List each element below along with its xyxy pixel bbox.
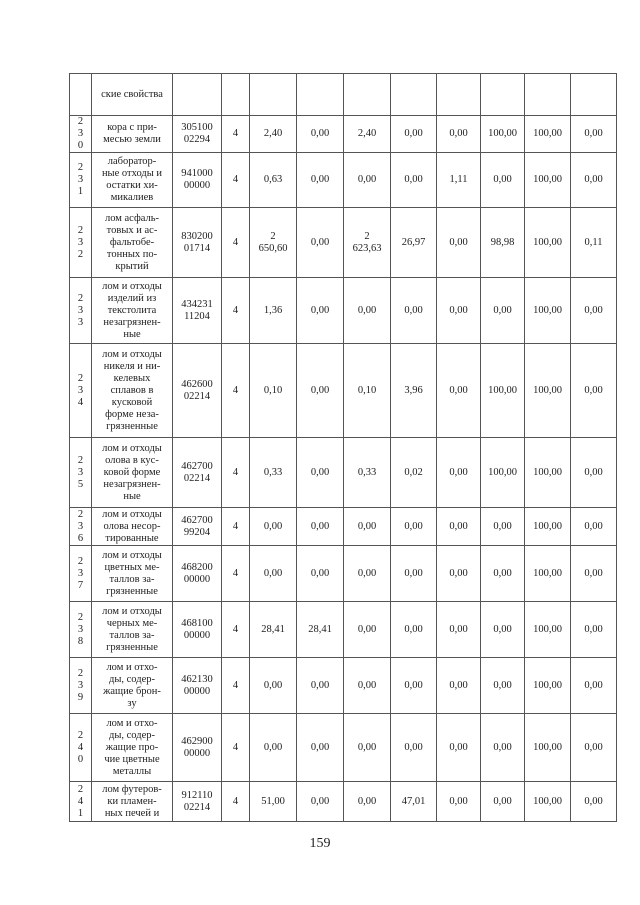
waste-name-cell: лом и отходы никеля и ни- келевых сплавов в кусковой форме неза- грязненные bbox=[92, 344, 173, 438]
waste-table bbox=[69, 73, 617, 822]
fkko-code-cell: 468100 00000 bbox=[173, 602, 222, 658]
value-cell: 0,00 bbox=[481, 278, 525, 344]
row-number-cell: 2 3 8 bbox=[70, 602, 92, 658]
row-number-cell: 2 3 3 bbox=[70, 278, 92, 344]
value-cell: 0,00 bbox=[391, 508, 437, 546]
value-cell: 0,00 bbox=[297, 508, 344, 546]
row-number-cell: 2 3 1 bbox=[70, 153, 92, 208]
value-cell: 2,40 bbox=[250, 116, 297, 153]
value-cell: 98,98 bbox=[481, 208, 525, 278]
value-cell: 0,00 bbox=[437, 116, 481, 153]
value-cell: 0,00 bbox=[344, 278, 391, 344]
table-row bbox=[70, 658, 617, 714]
value-cell: 1,11 bbox=[437, 153, 481, 208]
value-cell: 0,00 bbox=[571, 602, 617, 658]
value-cell: 0,00 bbox=[481, 658, 525, 714]
value-cell: 0,00 bbox=[481, 508, 525, 546]
fkko-code-cell: 462700 02214 bbox=[173, 438, 222, 508]
fkko-code-cell: 462600 02214 bbox=[173, 344, 222, 438]
value-cell: 0,00 bbox=[297, 714, 344, 782]
value-cell: 0,00 bbox=[391, 153, 437, 208]
value-cell: 0,00 bbox=[344, 714, 391, 782]
fkko-code-cell: 941000 00000 bbox=[173, 153, 222, 208]
value-cell: 0,11 bbox=[571, 208, 617, 278]
row-number-cell: 2 4 0 bbox=[70, 714, 92, 782]
value-cell: 0,00 bbox=[297, 658, 344, 714]
value-cell: 0,00 bbox=[437, 278, 481, 344]
table-row bbox=[70, 602, 617, 658]
value-cell: 0,00 bbox=[250, 658, 297, 714]
value-cell: 2 650,60 bbox=[250, 208, 297, 278]
fkko-code-cell: 912110 02214 bbox=[173, 782, 222, 822]
hazard-class-cell: 4 bbox=[222, 714, 250, 782]
header-cell bbox=[391, 74, 437, 116]
value-cell: 100,00 bbox=[481, 438, 525, 508]
value-cell: 0,33 bbox=[250, 438, 297, 508]
value-cell: 0,00 bbox=[437, 782, 481, 822]
fkko-code-cell: 462700 99204 bbox=[173, 508, 222, 546]
value-cell: 0,00 bbox=[297, 153, 344, 208]
waste-name-cell: лом и отходы изделий из текстолита незагрязнен- ные bbox=[92, 278, 173, 344]
value-cell: 0,00 bbox=[250, 508, 297, 546]
waste-name-cell: лом асфаль- товых и ас- фальтобе- тонных по- крытий bbox=[92, 208, 173, 278]
value-cell: 0,00 bbox=[297, 208, 344, 278]
table-row bbox=[70, 208, 617, 278]
value-cell: 0,00 bbox=[344, 782, 391, 822]
value-cell: 100,00 bbox=[525, 278, 571, 344]
row-number-cell: 2 3 4 bbox=[70, 344, 92, 438]
table-row bbox=[70, 278, 617, 344]
hazard-class-cell: 4 bbox=[222, 546, 250, 602]
value-cell: 0,00 bbox=[571, 344, 617, 438]
value-cell: 100,00 bbox=[525, 344, 571, 438]
value-cell: 0,00 bbox=[437, 658, 481, 714]
value-cell: 0,00 bbox=[391, 602, 437, 658]
fkko-code-cell: 468200 00000 bbox=[173, 546, 222, 602]
table-row bbox=[70, 344, 617, 438]
waste-name-cell: лом и отходы черных ме- таллов за- грязненные bbox=[92, 602, 173, 658]
value-cell: 100,00 bbox=[481, 344, 525, 438]
page-number: 159 bbox=[309, 836, 331, 851]
value-cell: 100,00 bbox=[525, 116, 571, 153]
value-cell: 2,40 bbox=[344, 116, 391, 153]
value-cell: 0,00 bbox=[391, 714, 437, 782]
value-cell: 0,00 bbox=[571, 278, 617, 344]
value-cell: 0,00 bbox=[437, 208, 481, 278]
hazard-class-cell: 4 bbox=[222, 153, 250, 208]
header-cell bbox=[571, 74, 617, 116]
value-cell: 0,00 bbox=[391, 658, 437, 714]
header-cell bbox=[525, 74, 571, 116]
value-cell: 0,00 bbox=[437, 714, 481, 782]
header-cell bbox=[173, 74, 222, 116]
row-number-cell: 2 3 9 bbox=[70, 658, 92, 714]
value-cell: 1,36 bbox=[250, 278, 297, 344]
header-cell bbox=[344, 74, 391, 116]
value-cell: 0,00 bbox=[344, 602, 391, 658]
value-cell: 100,00 bbox=[525, 153, 571, 208]
row-number-cell: 2 3 7 bbox=[70, 546, 92, 602]
hazard-class-cell: 4 bbox=[222, 508, 250, 546]
value-cell: 0,00 bbox=[481, 782, 525, 822]
value-cell: 0,00 bbox=[344, 153, 391, 208]
header-cell bbox=[222, 74, 250, 116]
hazard-class-cell: 4 bbox=[222, 658, 250, 714]
hazard-class-cell: 4 bbox=[222, 278, 250, 344]
value-cell: 0,10 bbox=[250, 344, 297, 438]
value-cell: 3,96 bbox=[391, 344, 437, 438]
fkko-code-cell: 830200 01714 bbox=[173, 208, 222, 278]
value-cell: 0,00 bbox=[481, 546, 525, 602]
value-cell: 100,00 bbox=[525, 658, 571, 714]
waste-name-cell: лом и отхо- ды, содер- жащие брон- зу bbox=[92, 658, 173, 714]
hazard-class-cell: 4 bbox=[222, 438, 250, 508]
row-number-cell: 2 4 1 bbox=[70, 782, 92, 822]
value-cell: 0,00 bbox=[481, 714, 525, 782]
value-cell: 0,00 bbox=[481, 153, 525, 208]
waste-name-cell: лом и отходы олова несор- тированные bbox=[92, 508, 173, 546]
hazard-class-cell: 4 bbox=[222, 782, 250, 822]
waste-name-cell: лом и отходы олова в кус- ковой форме незагрязнен- ные bbox=[92, 438, 173, 508]
value-cell: 0,00 bbox=[571, 782, 617, 822]
waste-name-cell: кора с при- месью земли bbox=[92, 116, 173, 153]
value-cell: 51,00 bbox=[250, 782, 297, 822]
value-cell: 0,00 bbox=[250, 546, 297, 602]
value-cell: 0,00 bbox=[297, 278, 344, 344]
value-cell: 100,00 bbox=[525, 508, 571, 546]
value-cell: 0,00 bbox=[571, 438, 617, 508]
header-cell-num bbox=[70, 74, 92, 116]
value-cell: 100,00 bbox=[525, 208, 571, 278]
value-cell: 0,00 bbox=[297, 546, 344, 602]
header-cell bbox=[437, 74, 481, 116]
hazard-class-cell: 4 bbox=[222, 344, 250, 438]
value-cell: 0,00 bbox=[571, 153, 617, 208]
value-cell: 0,00 bbox=[297, 344, 344, 438]
fkko-code-cell: 462130 00000 bbox=[173, 658, 222, 714]
value-cell: 0,00 bbox=[391, 278, 437, 344]
value-cell: 100,00 bbox=[525, 782, 571, 822]
value-cell: 0,00 bbox=[250, 714, 297, 782]
value-cell: 0,00 bbox=[571, 714, 617, 782]
header-cell bbox=[481, 74, 525, 116]
table-row bbox=[70, 438, 617, 508]
waste-name-cell: лаборатор- ные отходы и остатки хи- микалиев bbox=[92, 153, 173, 208]
fkko-code-cell: 434231 11204 bbox=[173, 278, 222, 344]
row-number-cell: 2 3 6 bbox=[70, 508, 92, 546]
header-cell bbox=[250, 74, 297, 116]
table-row bbox=[70, 546, 617, 602]
table-row bbox=[70, 508, 617, 546]
value-cell: 100,00 bbox=[525, 714, 571, 782]
value-cell: 0,00 bbox=[391, 116, 437, 153]
value-cell: 0,00 bbox=[571, 116, 617, 153]
value-cell: 0,00 bbox=[571, 508, 617, 546]
header-cell bbox=[297, 74, 344, 116]
value-cell: 0,00 bbox=[391, 546, 437, 602]
value-cell: 0,00 bbox=[344, 658, 391, 714]
table-header-row bbox=[70, 74, 617, 116]
value-cell: 0,00 bbox=[571, 546, 617, 602]
fkko-code-cell: 462900 00000 bbox=[173, 714, 222, 782]
header-cell-name: ские свойства bbox=[92, 74, 173, 116]
value-cell: 2 623,63 bbox=[344, 208, 391, 278]
value-cell: 0,33 bbox=[344, 438, 391, 508]
table-row bbox=[70, 714, 617, 782]
value-cell: 0,02 bbox=[391, 438, 437, 508]
value-cell: 47,01 bbox=[391, 782, 437, 822]
value-cell: 0,00 bbox=[437, 602, 481, 658]
value-cell: 0,00 bbox=[437, 508, 481, 546]
value-cell: 0,00 bbox=[297, 116, 344, 153]
value-cell: 100,00 bbox=[525, 546, 571, 602]
value-cell: 0,00 bbox=[437, 546, 481, 602]
value-cell: 28,41 bbox=[297, 602, 344, 658]
row-number-cell: 2 3 2 bbox=[70, 208, 92, 278]
value-cell: 0,00 bbox=[571, 658, 617, 714]
waste-name-cell: лом футеров- ки пламен- ных печей и bbox=[92, 782, 173, 822]
waste-name-cell: лом и отхо- ды, содер- жащие про- чие цветные металлы bbox=[92, 714, 173, 782]
value-cell: 28,41 bbox=[250, 602, 297, 658]
value-cell: 100,00 bbox=[481, 116, 525, 153]
hazard-class-cell: 4 bbox=[222, 116, 250, 153]
value-cell: 0,63 bbox=[250, 153, 297, 208]
value-cell: 100,00 bbox=[525, 602, 571, 658]
value-cell: 0,10 bbox=[344, 344, 391, 438]
value-cell: 100,00 bbox=[525, 438, 571, 508]
hazard-class-cell: 4 bbox=[222, 602, 250, 658]
value-cell: 0,00 bbox=[437, 344, 481, 438]
table-row bbox=[70, 782, 617, 822]
table-row bbox=[70, 116, 617, 153]
value-cell: 0,00 bbox=[344, 546, 391, 602]
table-row bbox=[70, 153, 617, 208]
hazard-class-cell: 4 bbox=[222, 208, 250, 278]
waste-name-cell: лом и отходы цветных ме- таллов за- грязненные bbox=[92, 546, 173, 602]
value-cell: 0,00 bbox=[297, 782, 344, 822]
row-number-cell: 2 3 5 bbox=[70, 438, 92, 508]
value-cell: 0,00 bbox=[297, 438, 344, 508]
row-number-cell: 2 3 0 bbox=[70, 116, 92, 153]
value-cell: 0,00 bbox=[344, 508, 391, 546]
fkko-code-cell: 305100 02294 bbox=[173, 116, 222, 153]
value-cell: 0,00 bbox=[437, 438, 481, 508]
value-cell: 0,00 bbox=[481, 602, 525, 658]
value-cell: 26,97 bbox=[391, 208, 437, 278]
